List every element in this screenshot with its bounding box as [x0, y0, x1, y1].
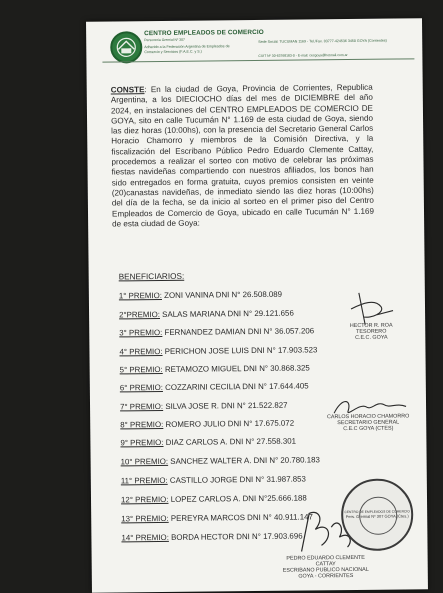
- prize-winner: SANCHEZ WALTER A. DNI N° 20.780.183: [170, 455, 320, 466]
- prize-label: 12° PREMIO:: [120, 494, 169, 505]
- prize-row: [119, 290, 282, 301]
- treasurer-role: TESORERO: [356, 328, 387, 335]
- prize-winner: PERICHON JOSE LUIS DNI N° 17.903.523: [164, 345, 318, 356]
- prize-label: 4° PREMIO:: [119, 346, 163, 357]
- prize-winner: RETAMOZO MIGUEL DNI N° 30.868.325: [164, 363, 310, 374]
- minutes-paragraph: [111, 83, 374, 230]
- secretary-role: SECRETARIO GENERAL: [337, 419, 400, 427]
- prize-label: 5° PREMIO:: [119, 364, 163, 375]
- prize-label: 7° PREMIO:: [119, 401, 164, 412]
- prize-row: [119, 326, 314, 337]
- prize-row: [120, 401, 288, 412]
- prize-winner: COZZARINI CECILIA DNI N° 17.644.405: [165, 381, 309, 392]
- prize-row: [121, 474, 306, 485]
- org-address: Sede Social: TUCUMAN 1169 - Tel./Fax. 03777-424536 3450 GOYA (Corrientes): [258, 38, 387, 44]
- prize-winner: SILVA JOSE R. DNI N° 21.522.827: [165, 400, 288, 411]
- prize-label: 14° PREMIO:: [121, 532, 169, 543]
- prize-row: [121, 512, 313, 523]
- notary-name: PEDRO EDUARDO CLEMENTE CATTAY: [286, 554, 365, 568]
- minutes-text: : En la ciudad de Goya, Provincia de Corrientes, Republica Argentina, a los DIECIOCHO días del mes de DICIEMBRE del año 2024, en instalaciones del CENTRO EMPLEADOS DE COMERCIO DE GOYA, sito en calle Tucumán N° 1.169 de esta ciudad de Goya, siendo las diez horas (10:00hs), con la presencia del Secretario General Carlos Horacio Chamorro y miembros de la Comisión Directiva, y la fiscalización del Escribano Público Pedro Eduardo Clemente Cattay, procedemos a realizar el sorteo con motivo de celebrar las próximas fiestas navideñas compartiendo con nuestros afiliados, los bonos han sido entregados en forma gratuita, cuyos premios consisten en veinte (20)canastas navideñas, de inmediato siendo las diez horas (10:00hs) del día de la fecha, se da inicio al sorteo en el primer piso del Centro Empleados de Comercio de Goya, ubicado en calle Tucumán N° 1.169 de esta ciudad de Goya:: [110, 82, 375, 229]
- union-logo-icon: [110, 31, 142, 63]
- org-name: CENTRO EMPLEADOS DE COMERCIO: [144, 28, 264, 38]
- prize-winner: PEREYRA MARCOS DNI N° 40.911.147: [170, 512, 313, 523]
- org-cuit: CUIT Nº 30-63768183-0 - E-mail: cecgoya@hotmail.com.ar: [258, 53, 348, 58]
- letterhead: [86, 18, 423, 84]
- prize-label: 13° PREMIO:: [121, 513, 169, 524]
- prize-label: 10° PREMIO:: [120, 456, 169, 467]
- prize-label: 2°PREMIO:: [119, 310, 161, 320]
- conste-label: CONSTE: [110, 85, 145, 95]
- prize-winner: FERNANDEZ DAMIAN DNI N° 36.057.206: [164, 326, 315, 337]
- org-personeria: Personería Gremial Nº 307: [144, 37, 185, 43]
- prize-winner: CASTILLO JORGE DNI N° 31.987.853: [169, 474, 306, 485]
- prize-winner: SALAS MARIANA DNI N° 29.121.656: [162, 308, 294, 319]
- secretary-name: CARLOS HORACIO CHAMORRO: [326, 413, 410, 421]
- prize-label: 9° PREMIO:: [120, 437, 164, 448]
- org-federation: Adherido a la Federación Argentina de Empleados de Comercio y Servicios (F.A.E.C. y S.): [144, 44, 230, 54]
- notary-stamp: [278, 555, 374, 580]
- prize-row: [119, 309, 294, 320]
- prize-winner: BORDA HECTOR DNI N° 17.903.696: [171, 531, 303, 542]
- prize-label: 8° PREMIO:: [120, 419, 164, 430]
- secretary-stamp: [326, 413, 410, 432]
- prize-row: [120, 437, 296, 448]
- prize-winner: DIAZ CARLOS A. DNI N° 27.558.301: [165, 436, 297, 447]
- treasurer-org: C.E.C. GOYA: [355, 334, 388, 341]
- prize-label: 3° PREMIO:: [119, 327, 163, 338]
- union-seal: [341, 478, 414, 551]
- prize-label: 11° PREMIO:: [120, 475, 168, 486]
- prize-label: 6° PREMIO:: [119, 382, 163, 393]
- prize-row: [121, 532, 302, 543]
- beneficiarios-heading: BENEFICIARIOS:: [118, 271, 185, 282]
- document-page: [86, 18, 428, 592]
- seal-org: CENTRO DE EMPLEADOS DE COMERCIO: [344, 509, 410, 515]
- prize-row: [119, 345, 317, 356]
- treasurer-name: HECTOR R. ROA: [349, 322, 393, 330]
- seal-text: [343, 509, 411, 519]
- prize-winner: ROMERO JULIO DNI N° 17.675.072: [165, 418, 295, 429]
- prize-row: [121, 493, 307, 504]
- header-divider: [102, 58, 414, 62]
- notary-role: ESCRIBANO PUBLICO NACIONAL: [282, 566, 369, 574]
- prize-row: [120, 381, 309, 392]
- prize-winner: LOPEZ CARLOS A. DNI N°25.666.188: [170, 493, 307, 504]
- prize-row: [120, 363, 310, 374]
- notary-city: GOYA - CORRIENTES: [298, 572, 354, 580]
- prize-row: [121, 455, 320, 466]
- prize-label: 1° PREMIO:: [118, 290, 162, 301]
- prize-winner: ZONI VANINA DNI N° 26.508.089: [164, 289, 283, 300]
- seal-inner-text: Pers. Gremial Nº 307 GOYA (Ctes.): [345, 513, 409, 519]
- secretary-org: C.E.C GOYA (CTES): [343, 425, 394, 433]
- treasurer-stamp: [341, 322, 401, 341]
- prize-row: [120, 419, 294, 430]
